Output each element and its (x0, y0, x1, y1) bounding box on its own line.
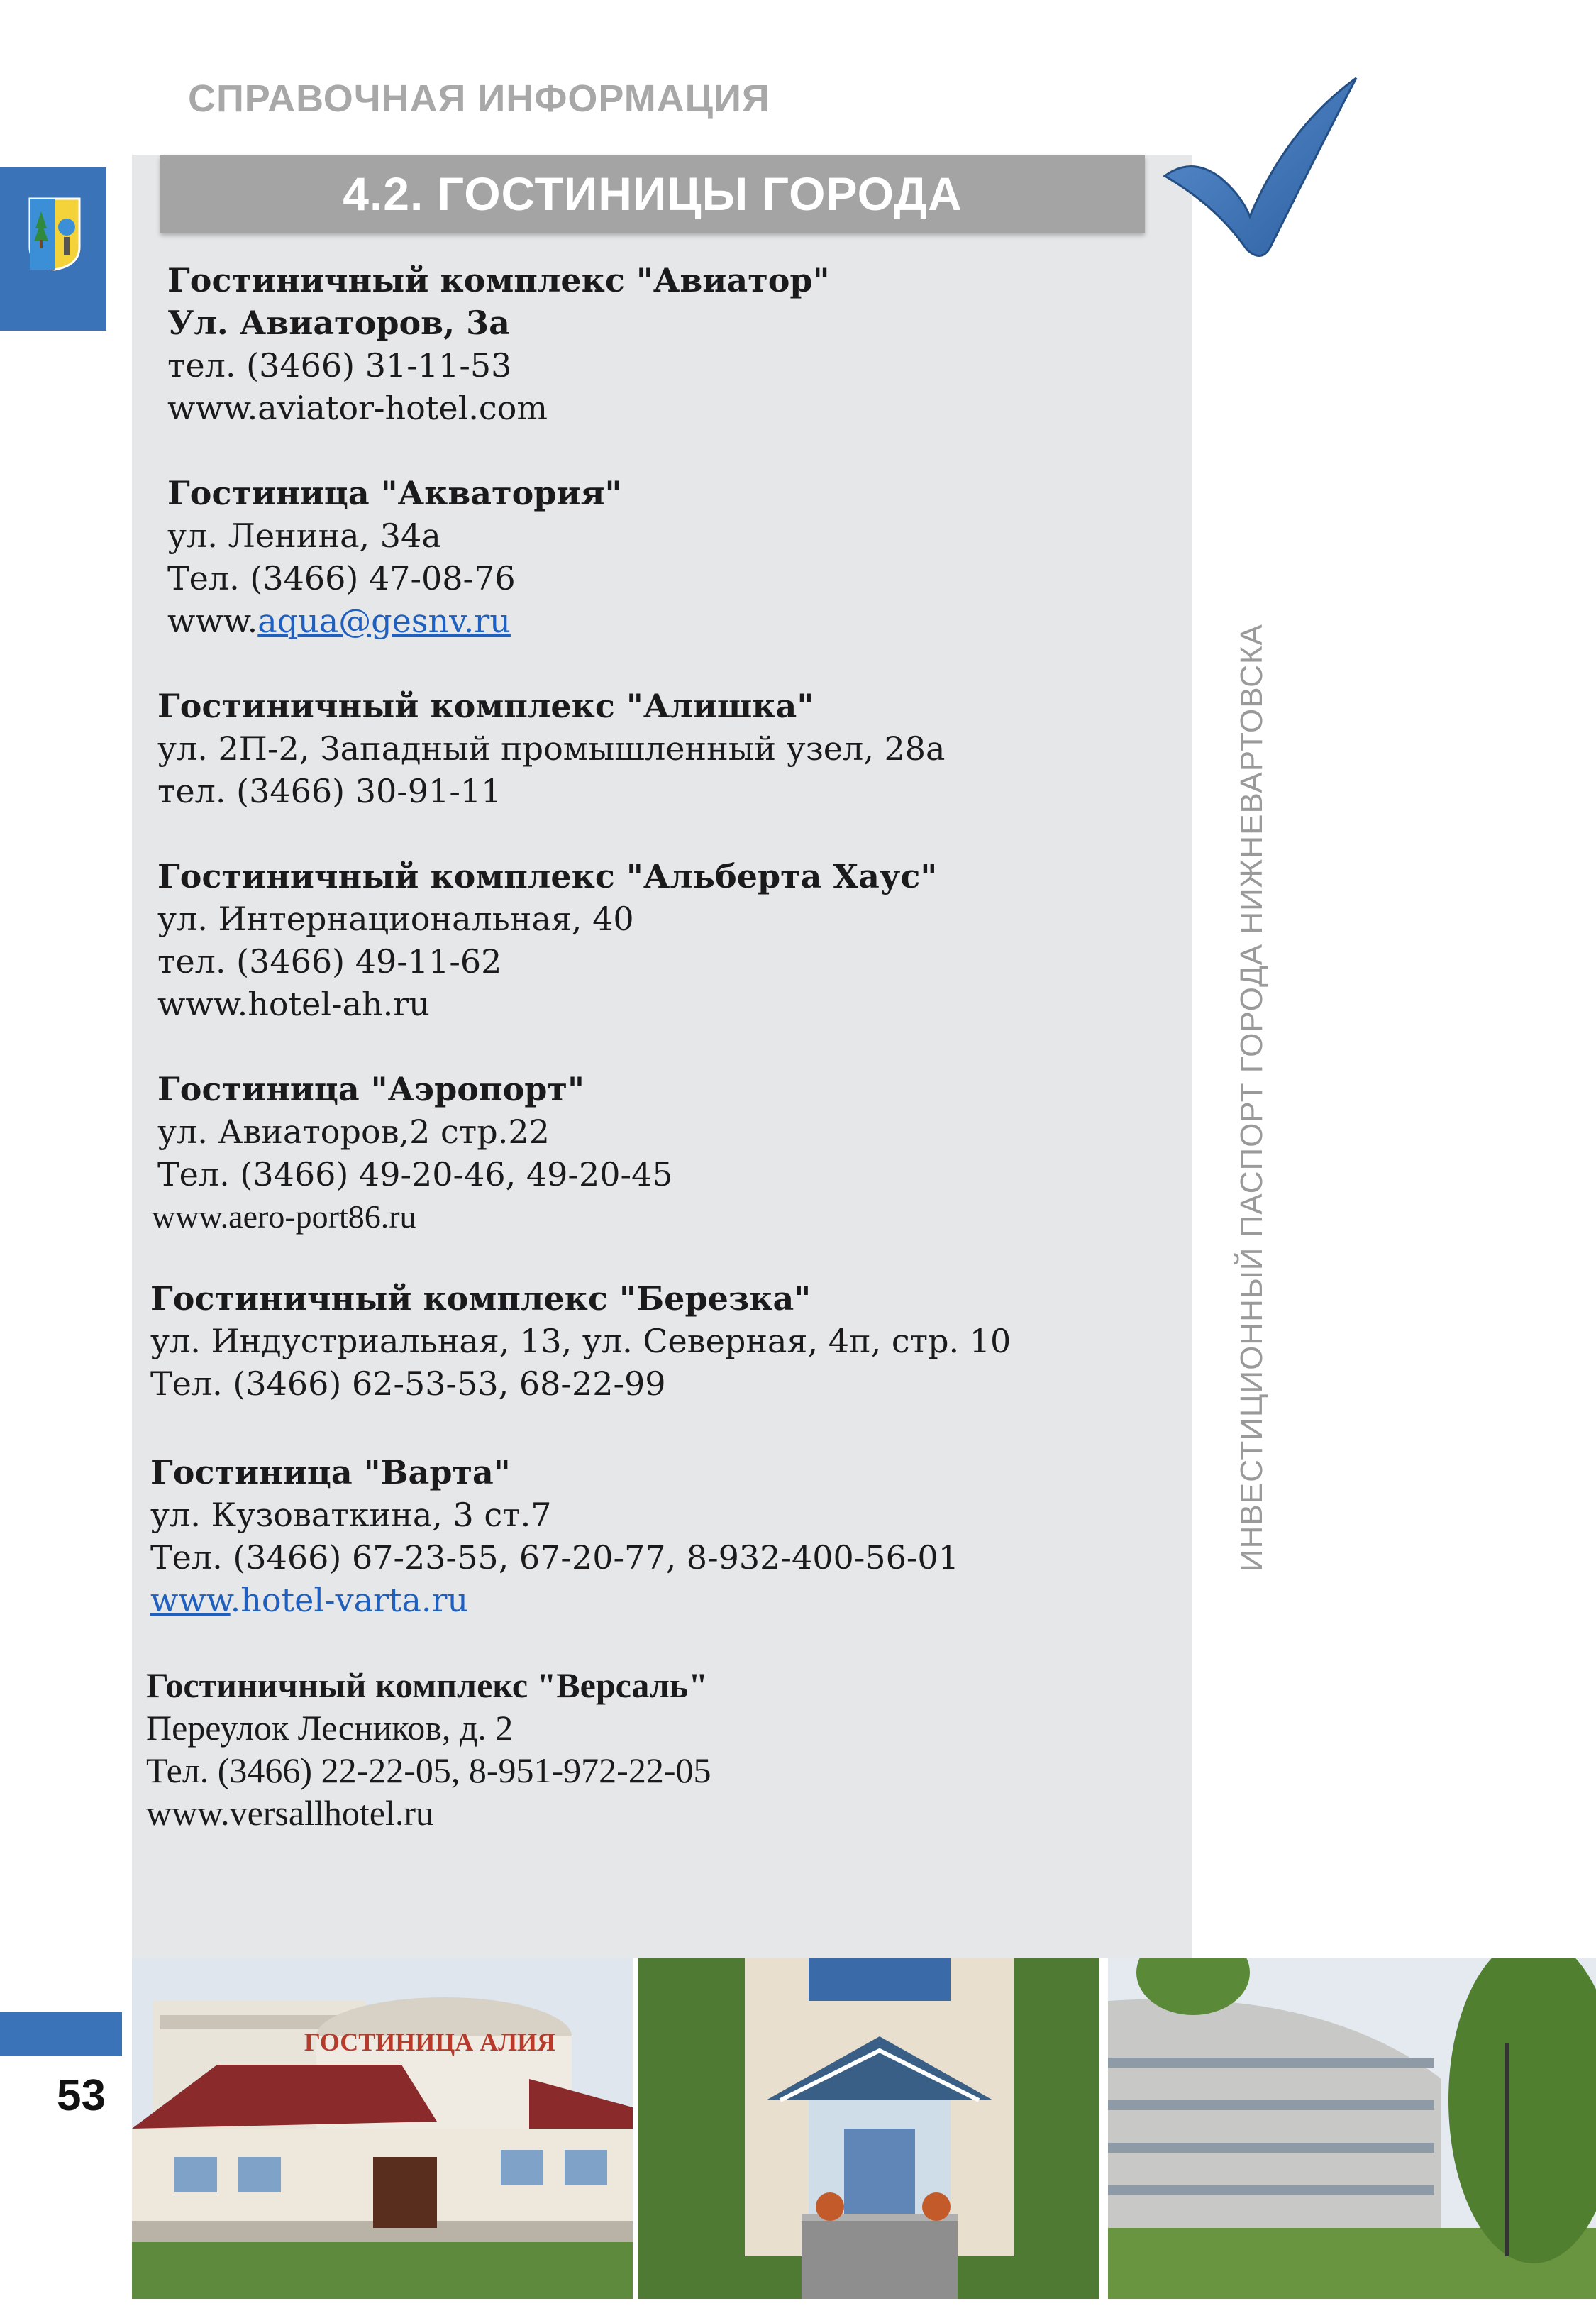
hotel-phone: Тел. (3466) 62-53-53, 68-22-99 (150, 1364, 666, 1403)
hotel-photo-curved-building (1108, 1958, 1596, 2299)
hotel-name: Гостиничный комплекс "Алишка" (157, 687, 814, 725)
hotel-website[interactable]: www.aviator-hotel.com (167, 389, 548, 427)
hotel-website[interactable]: www.aero-port86.ru (152, 1198, 416, 1235)
hotel-phone: тел. (3466) 30-91-11 (157, 772, 502, 810)
checkmark-icon (1163, 71, 1362, 263)
hotel-phone: Тел. (3466) 67-23-55, 67-20-77, 8-932-400-56-01 (150, 1538, 959, 1577)
hotel-name: Гостиница "Варта" (150, 1453, 511, 1491)
website-suffix[interactable]: .hotel-varta.ru (230, 1581, 469, 1619)
hotel-website[interactable]: www.versallhotel.ru (146, 1793, 433, 1833)
hotel-entry-varta (150, 1451, 959, 1621)
hotel-phone: Тел. (3466) 22-22-05, 8-951-972-22-05 (146, 1750, 711, 1790)
photo-hotel-sign: ГОСТИНИЦА АЛИЯ (304, 2028, 556, 2056)
section-label: СПРАВОЧНАЯ ИНФОРМАЦИЯ (188, 77, 770, 120)
hotel-name: Гостиничный комплекс "Березка" (150, 1279, 811, 1318)
coat-of-arms-icon (28, 197, 81, 271)
hotel-email-link[interactable]: aqua@gesnv.ru (257, 602, 511, 640)
hotel-entry-alberta-haus (157, 855, 937, 1025)
hotel-phone: тел. (3466) 31-11-53 (167, 346, 512, 385)
hotel-address: ул. Интернациональная, 40 (157, 900, 634, 938)
page-number: 53 (57, 2071, 106, 2120)
vertical-document-title: ИНВЕСТИЦИОННЫЙ ПАСПОРТ ГОРОДА НИЖНЕВАРТОВСКА (1234, 624, 1269, 1572)
title-bar (160, 155, 1145, 233)
hotel-name: Гостиничный комплекс "Альберта Хаус" (157, 857, 938, 895)
hotel-address: ул. Индустриальная, 13, ул. Северная, 4п, стр. 10 (150, 1322, 1012, 1360)
hotel-website[interactable]: www.hotel-ah.ru (157, 985, 430, 1023)
hotel-address: ул. Авиаторов,2 стр.22 (157, 1113, 550, 1151)
hotel-website (167, 600, 622, 642)
hotel-name: Гостиница "Акватория" (167, 474, 622, 512)
hotel-name: Гостиница "Аэропорт" (157, 1070, 584, 1108)
hotel-phone: Тел. (3466) 49-20-46, 49-20-45 (157, 1155, 673, 1193)
hotel-address: ул. 2П-2, Западный промышленный узел, 28а (157, 729, 946, 768)
hotel-address: Переулок Лесников, д. 2 (146, 1708, 514, 1748)
website-prefix: www. (167, 602, 258, 640)
hotel-address: ул. Кузоваткина, 3 ст.7 (150, 1496, 552, 1534)
hotel-website (150, 1579, 959, 1621)
hotel-photo-entrance (638, 1958, 1099, 2299)
hotel-phone: тел. (3466) 49-11-62 (157, 942, 502, 981)
hotel-phone: Тел. (3466) 47-08-76 (167, 559, 516, 597)
hotel-entry-berezka (150, 1277, 1011, 1405)
hotel-entry-aeroport (152, 1068, 673, 1238)
hotel-address: ул. Ленина, 34а (167, 517, 441, 555)
page-title: 4.2. ГОСТИНИЦЫ ГОРОДА (343, 167, 963, 220)
page-number-tab (0, 2012, 122, 2056)
hotel-entry-versal (146, 1664, 711, 1834)
hotel-entry-akvatoriya (167, 472, 622, 642)
hotel-website-link[interactable]: www (150, 1581, 231, 1619)
hotel-entry-alishka (157, 685, 945, 812)
hotel-entry-aviator (167, 259, 830, 429)
hotel-address: Ул. Авиаторов, 3а (167, 304, 510, 342)
hotel-name: Гостиничный комплекс "Авиатор" (167, 261, 830, 299)
hotel-photo-aliya (132, 1958, 633, 2299)
hotel-name: Гостиничный комплекс "Версаль" (146, 1665, 709, 1705)
